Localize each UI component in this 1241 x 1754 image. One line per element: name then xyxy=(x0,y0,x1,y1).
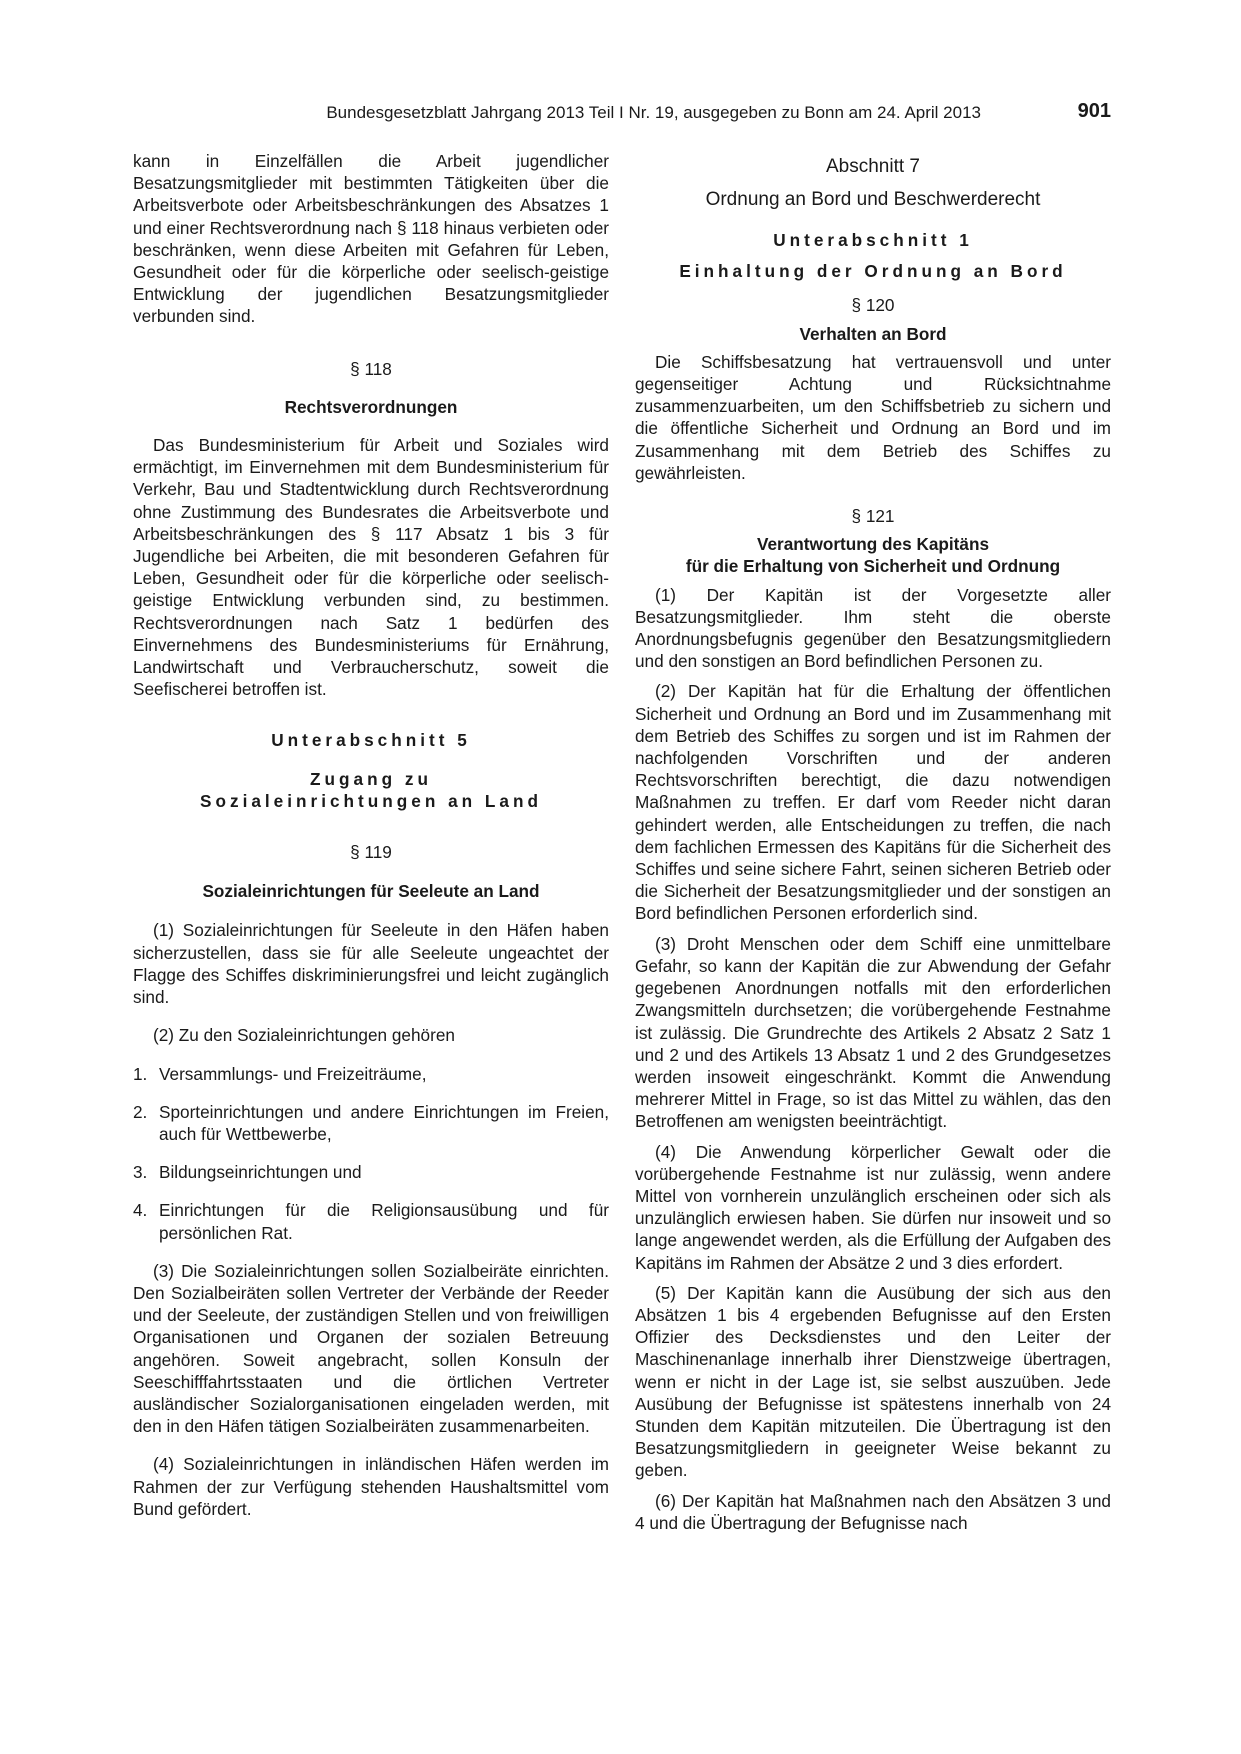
section-120-number: § 120 xyxy=(851,295,895,316)
intro-paragraph: kann in Einzelfällen die Arbeit jugendlicher Besatzungsmitglieder mit bestimmten Tätigkeiten über die Arbeitsverbote oder Arbeitsbeschränkungen des Absatzes 1 und einer Rechtsverordnung nach § 118 hinaus verbieten oder beschränken, wenn diese Arbeiten mit Gefahren für Leben, Gesundheit oder für die körperliche oder seelisch-geistige Entwicklung der jugendlichen Besatzungsmitglieder verbunden sind. xyxy=(133,151,609,327)
list-item xyxy=(133,1199,609,1243)
section-121-paragraph-1: (1) Der Kapitän ist der Vorgesetzte aller Besatzungsmitglieder. Ihm steht die oberste Anordnungsbefugnis gegenüber den Besatzungsmitgliedern und den sonstigen an Bord befindlichen Personen zu. xyxy=(635,584,1111,672)
chapter-7-title: Ordnung an Bord und Beschwerderecht xyxy=(705,189,1041,210)
section-118-number: § 118 xyxy=(350,358,392,379)
section-119-paragraph-2: (2) Zu den Sozialeinrichtungen gehören xyxy=(153,1025,455,1046)
header-title: Bundesgesetzblatt Jahrgang 2013 Teil I Nr. 19, ausgegeben zu Bonn am 24. April 2013 xyxy=(326,103,981,122)
page-number: 901 xyxy=(1077,100,1111,122)
section-120-text: Die Schiffsbesatzung hat vertrauensvoll und unter gegenseitiger Achtung und Rücksichtnahme zusammenzuarbeiten, um den Schiffsbetrieb zu sichern und die öffentliche Sicherheit und Ordnung an Bord und im Zusammenhang mit dem Betrieb des Schiffes zu gewährleisten. xyxy=(635,351,1111,483)
chapter-7-heading: Abschnitt 7 xyxy=(826,156,920,177)
section-121-paragraph-6: (6) Der Kapitän hat Maßnahmen nach den Absätzen 3 und 4 und die Übertragung der Befugnisse nach xyxy=(635,1490,1111,1533)
subsection-1-title: Einhaltung der Ordnung an Bord xyxy=(679,261,1067,282)
section-120-title: Verhalten an Bord xyxy=(799,323,947,344)
section-121-number: § 121 xyxy=(851,506,895,527)
subsection-5-title-line2: Sozialeinrichtungen an Land xyxy=(200,790,542,811)
section-121-title-line2: für die Erhaltung von Sicherheit und Ordnung xyxy=(685,556,1061,577)
list-item-number: 4. xyxy=(133,1200,148,1221)
subsection-5-heading: Unterabschnitt 5 xyxy=(271,730,471,751)
list-item xyxy=(133,1161,609,1183)
list-item-text: Versammlungs- und Freizeiträume, xyxy=(159,1063,427,1084)
subsection-1-heading: Unterabschnitt 1 xyxy=(773,230,973,250)
left-column xyxy=(133,150,609,1520)
section-121-paragraph-3: (3) Droht Menschen oder dem Schiff eine unmittelbare Gefahr, so kann der Kapitän die zur Abwendung der Gefahr gegebenen Anordnungen notfalls mit den erforderlichen Zwangsmitteln durchsetzen; die vorübergehende Festnahme ist zulässig. Die Grundrechte des Artikels 2 Absatz 2 Satz 1 und 2 und des Artikels 13 Absatz 1 und 2 des Grundgesetzes werden insoweit eingeschränkt. Kommt die Anwendung mehrerer Mittel in Frage, so ist das Mittel zu wählen, das den Betroffenen am wenigsten beeinträchtigt. xyxy=(635,933,1111,1132)
list-item-text: Einrichtungen für die Religionsausübung und für persönlichen Rat. xyxy=(159,1200,609,1243)
section-119-paragraph-1: (1) Sozialeinrichtungen für Seeleute in den Häfen haben sicherzustellen, dass sie für alle Seeleute ungeachtet der Flagge des Schiffes diskriminierungsfrei und leicht zugänglich sind. xyxy=(133,920,609,1008)
section-121-title-line1: Verantwortung des Kapitäns xyxy=(756,534,990,555)
section-121-paragraph-2: (2) Der Kapitän hat für die Erhaltung der öffentlichen Sicherheit und Ordnung an Bord und im Zusammenhang mit dem Betrieb des Schiffes zu sorgen und ist im Rahmen der nachfolgenden Vorschriften und der anderen Rechtsvorschriften berechtigt, die dazu notwendigen Maßnahmen zu treffen. Er darf vom Reeder nicht daran gehindert werden, alle Entscheidungen zu treffen, die nach dem fachlichen Ermessen des Kapitäns für die Sicherheit des Schiffes und seine sichere Fahrt, seinen sicheren Betrieb oder die Sicherheit der Besatzungsmitglieder und der sonstigen an Bord befindlichen Personen erforderlich sind. xyxy=(635,681,1111,924)
section-118-title: Rechtsverordnungen xyxy=(284,396,458,417)
list-item-number: 1. xyxy=(133,1063,148,1084)
section-118-text: Das Bundesministerium für Arbeit und Soziales wird ermächtigt, im Einvernehmen mit dem Bundesministerium für Verkehr, Bau und Stadtentwicklung durch Rechtsverordnung ohne Zustimmung des Bundesrates die Arbeitsverbote und Arbeitsbeschränkungen des § 117 Absatz 1 bis 3 für Jugendliche bei Arbeiten, die mit besonderen Gefahren für Leben, Gesundheit oder für die körperliche oder seelisch-geistige Entwicklung verbunden sind, zu bestimmen. Rechtsverordnungen nach Satz 1 bedürfen des Einvernehmens des Bundesministeriums für Ernährung, Landwirtschaft und Verbraucherschutz, soweit die Seefischerei betroffen ist. xyxy=(133,435,609,700)
page-header xyxy=(133,100,1111,126)
subsection-5-title-line1: Zugang zu xyxy=(310,768,432,789)
list-item-text: Bildungseinrichtungen und xyxy=(159,1162,362,1183)
list-item-number: 3. xyxy=(133,1162,148,1183)
right-column xyxy=(635,150,1111,1534)
section-119-number: § 119 xyxy=(350,842,392,863)
list-item-number: 2. xyxy=(133,1101,148,1122)
section-119-title: Sozialeinrichtungen für Seeleute an Land xyxy=(202,881,540,902)
section-119-paragraph-4: (4) Sozialeinrichtungen in inländischen Häfen werden im Rahmen der zur Verfügung stehenden Haushaltsmittel vom Bund gefördert. xyxy=(133,1454,609,1519)
section-121-paragraph-4: (4) Die Anwendung körperlicher Gewalt oder die vorübergehende Festnahme ist nur zulässig, wenn andere Mittel von vornherein unzulänglich erscheinen oder sich als unzulänglich erwiesen haben. Sie dürfen nur insoweit und so lange angewendet werden, als die Erfüllung der Aufgaben des Kapitäns im Rahmen der Absätze 2 und 3 dies erfordert. xyxy=(635,1141,1111,1273)
list-item-text: Sporteinrichtungen und andere Einrichtungen im Freien, auch für Wettbewerbe, xyxy=(159,1101,609,1144)
list-item xyxy=(133,1101,609,1145)
section-119-paragraph-3: (3) Die Sozialeinrichtungen sollen Sozialbeiräte einrichten. Den Sozialbeiräten sollen Vertreter der Verbände der Reeder und der Seeleute, der zuständigen Stellen und von freiwilligen Organisationen und Organen der sozialen Betreuung angehören. Soweit angebracht, sollen Konsuln der Seeschifffahrtsstaaten und die örtlichen Vertreter ausländischer Sozialorganisationen eingeladen werden, mit den in den Häfen tätigen Sozialbeiräten zusammenarbeiten. xyxy=(133,1260,609,1437)
section-121-paragraph-5: (5) Der Kapitän kann die Ausübung der sich aus den Absätzen 1 bis 4 ergebenden Befugnisse auf den Ersten Offizier des Decksdienstes und den Leiter der Maschinenanlage innerhalb ihrer Dienstzweige übertragen, wenn er nicht in der Lage ist, sie selbst auszuüben. Jede Ausübung der Befugnisse ist spätestens innerhalb von 24 Stunden dem Kapitän mitzuteilen. Die Übertragung ist den Besatzungsmitgliedern in geeigneter Weise bekannt zu geben. xyxy=(635,1282,1111,1481)
list-item xyxy=(133,1063,609,1085)
